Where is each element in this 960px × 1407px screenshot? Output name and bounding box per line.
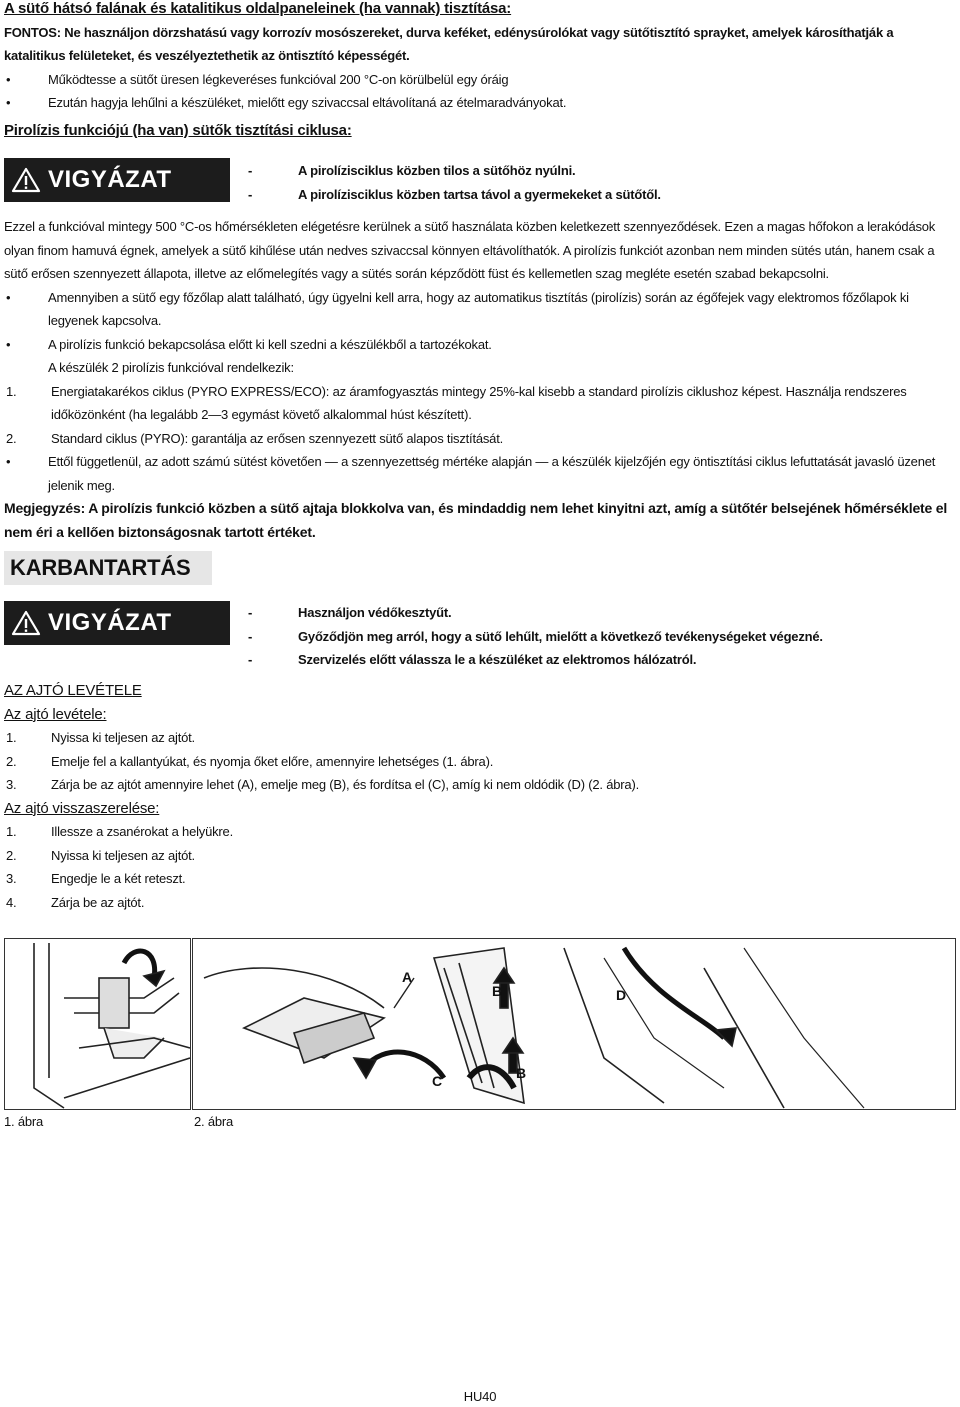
warning-triangle-icon <box>4 610 48 636</box>
list-item <box>4 333 956 357</box>
bullet-icon: • <box>6 454 11 469</box>
list-item-text: Amennyiben a sütő egy főzőlap alatt található, úgy ügyelni kell arra, hogy az automatikus tisztítás (pirolízis) során az égőfejek vagy elektromos főzőlapok ki legyenek kapcsolva. <box>48 289 909 328</box>
door-section <box>4 679 956 914</box>
bullet-icon: • <box>6 95 11 110</box>
list-item: 1. Nyissa ki teljesen az ajtót. <box>6 730 195 745</box>
list-item <box>4 91 956 115</box>
door-title: AZ AJTÓ LEVÉTELE <box>4 682 142 699</box>
warning-triangle-icon <box>4 167 48 193</box>
list-item <box>4 68 956 92</box>
maintenance-title: KARBANTARTÁS <box>4 551 212 585</box>
warning-banner <box>4 601 230 645</box>
list-item-text: Ezután hagyja lehűlni a készüléket, mielőtt egy szivaccsal eltávolítaná az ételmaradványokat. <box>48 95 567 110</box>
cleaning-back-section <box>4 0 956 142</box>
list-item <box>4 356 956 380</box>
label-a: A <box>402 969 412 985</box>
list-item: 3. Engedje le a két reteszt. <box>6 871 186 886</box>
warning-label: VIGYÁZAT <box>48 609 172 637</box>
cleaning-back-title: A sütő hátsó falának és katalitikus oldalpaneleinek (ha vannak) tisztítása: <box>4 0 512 17</box>
bullet-icon: • <box>6 289 11 305</box>
pyro-title: Pirolízis funkciójú (ha van) sütők tisztítási ciklusa: <box>4 121 352 139</box>
list-item: 2. Standard ciklus (PYRO): garantálja az erősen szennyezett sütő alapos tisztítását. <box>6 430 504 446</box>
warning-label: VIGYÁZAT <box>48 166 172 194</box>
warning-item: - A pirolízisciklus közben tartsa távol a gyermekeket a sütőtől. <box>248 186 661 202</box>
warning-item: - A pirolízisciklus közben tilos a sütőhöz nyúlni. <box>248 163 576 178</box>
remove-title: Az ajtó levétele: <box>4 705 107 723</box>
figure-1-hinge-illustration <box>5 939 191 1110</box>
list-item <box>4 450 956 497</box>
figure-2-door-illustration <box>193 939 956 1110</box>
list-item: 1. Energiatakarékos ciklus (PYRO EXPRESS/ECO): az áramfogyasztás mintegy 25%-kal kisebb a standard pirolízis ciklushoz képest. Használja rendszeres időközönként (ha legalább 2—3 egymást követő alkalommal húst készített). <box>6 383 907 422</box>
warning-item: - Győződjön meg arról, hogy a sütő lehűlt, mielőtt a következő tevékenységeket végezné. <box>248 628 823 644</box>
pyro-note: Megjegyzés: A pirolízis funkció közben a sütő ajtaja blokkolva van, és mindaddig nem lehet kinyitni azt, amíg a sütőtér belsejének hőmérséklete el nem éri a kellően biztonságosnak tartott értéket. <box>4 500 948 540</box>
pyro-intro: Ezzel a funkcióval mintegy 500 °C-os hőmérsékleten elégetésre kerülnek a sütő használata közben keletkezett szennyeződések. Ezen a magas hőfokon a lerakódások olyan finom hamuvá égnek, amelyek a sütő kihűlése után nedves szivaccsal könnyen eltávolíthatók. A pirolízis funkciót azonban nem minden sütés után, hanem csak a sütő erősen szennyezett állapota, illetve az előmelegítés vagy a sütés során képződött füst és kellemetlen szag megléte esetén szabad bekapcsolni. <box>4 219 936 281</box>
label-b-bottom: B <box>516 1065 526 1081</box>
bullet-icon: • <box>6 71 11 87</box>
pyro-body <box>4 215 956 544</box>
refit-title: Az ajtó visszaszerelése: <box>4 799 160 817</box>
list-item-text: Működtesse a sütőt üresen légkeveréses funkcióval 200 °C-on körülbelül egy óráig <box>48 71 509 87</box>
list-item: 3. Zárja be az ajtót amennyire lehet (A), emelje meg (B), és fordítsa el (C), amíg ki nem oldódik (D) (2. ábra). <box>6 777 639 792</box>
warning-item: - Szervizelés előtt válassza le a készüléket az elektromos hálózatról. <box>248 652 697 667</box>
list-item <box>4 286 956 333</box>
label-d: D <box>616 987 626 1003</box>
label-b-top: B <box>492 983 502 999</box>
important-note: FONTOS: Ne használjon dörzshatású vagy korrozív mosószereket, durva keféket, edénysúrolókat vagy sütőtisztító sprayket, amelyek károsíthatják a katalitikus felületeket, és veszélyeztethetik az öntisztító képességét. <box>4 24 894 63</box>
warning-item: - Használjon védőkesztyűt. <box>248 605 452 620</box>
door-removal-illustrations <box>4 938 956 1110</box>
warning-list <box>248 601 823 672</box>
bullet-icon: • <box>6 336 11 352</box>
pyro-sub: A készülék 2 pirolízis funkcióval rendelkezik: <box>48 360 294 375</box>
warning-banner <box>4 158 230 202</box>
list-item: 2. Nyissa ki teljesen az ajtót. <box>6 847 195 863</box>
list-item: 4. Zárja be az ajtót. <box>6 894 145 910</box>
list-item-text: Ettől függetlenül, az adott számú sütést követően — a szennyezettség mértéke alapján — a készülék kijelzőjén egy öntisztítási ciklus lefuttatását javasló üzenet jelenik meg. <box>48 454 936 493</box>
figure-1-caption: 1. ábra <box>4 1114 44 1129</box>
figure-2-caption: 2. ábra <box>194 1114 234 1129</box>
warning-list <box>248 159 661 206</box>
list-item-text: A pirolízis funkció bekapcsolása előtt ki kell szedni a készülékből a tartozékokat. <box>48 336 492 352</box>
list-item: 1. Illessze a zsanérokat a helyükre. <box>6 824 233 839</box>
label-c: C <box>432 1073 442 1089</box>
list-item: 2. Emelje fel a kallantyúkat, és nyomja őket előre, amennyire lehetséges (1. ábra). <box>6 753 494 769</box>
page-number: HU40 <box>463 1389 497 1404</box>
